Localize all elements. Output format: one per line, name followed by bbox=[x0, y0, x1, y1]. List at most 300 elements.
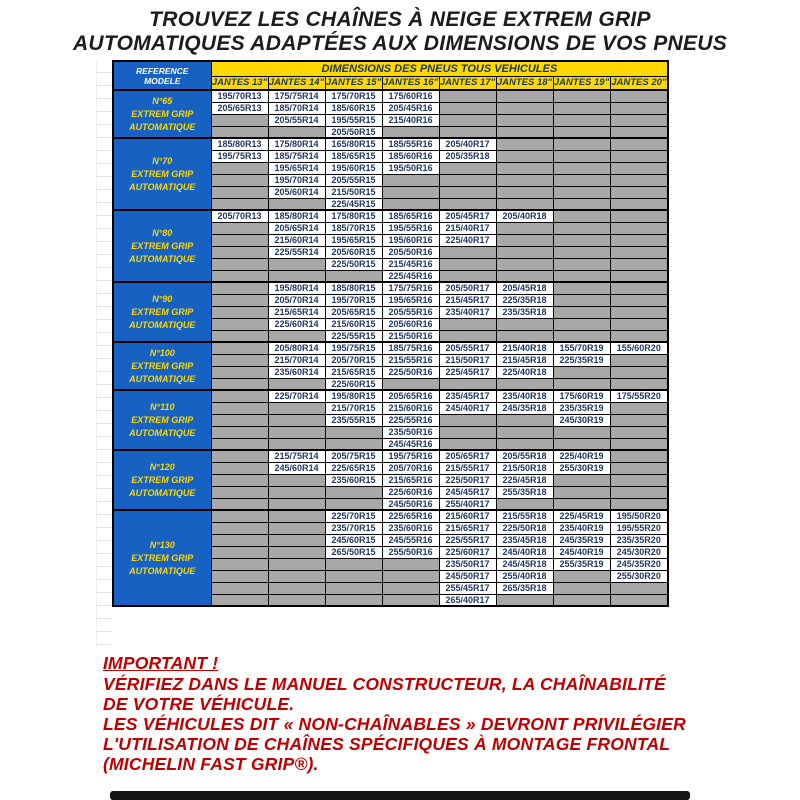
empty-cell bbox=[496, 318, 553, 330]
tire-size-cell: 225/55R17 bbox=[439, 534, 496, 546]
page-title-line-1: TROUVEZ LES CHAÎNES À NEIGE EXTREM GRIP bbox=[149, 8, 651, 31]
empty-cell bbox=[610, 150, 668, 162]
tire-size-cell: 245/45R18 bbox=[496, 558, 553, 570]
tire-size-cell: 255/30R20 bbox=[610, 570, 668, 582]
empty-cell bbox=[553, 270, 610, 282]
empty-cell bbox=[382, 378, 439, 390]
tire-size-cell: 205/50R17 bbox=[439, 282, 496, 294]
model-cell-N120 bbox=[113, 450, 211, 510]
tire-size-cell: 215/45R18 bbox=[496, 354, 553, 366]
empty-cell bbox=[211, 270, 268, 282]
tire-size-cell: 195/80R15 bbox=[325, 390, 382, 402]
tire-size-cell: 245/40R19 bbox=[553, 546, 610, 558]
tire-size-cell: 215/40R16 bbox=[382, 114, 439, 126]
tire-size-cell: 175/70R15 bbox=[325, 90, 382, 102]
empty-cell bbox=[268, 378, 325, 390]
empty-cell bbox=[268, 594, 325, 606]
model-cell-N90 bbox=[113, 282, 211, 342]
tire-size-cell: 225/50R18 bbox=[496, 522, 553, 534]
tire-size-cell: 205/70R15 bbox=[325, 354, 382, 366]
empty-cell bbox=[211, 354, 268, 366]
tire-size-cell: 215/55R17 bbox=[439, 462, 496, 474]
empty-cell bbox=[211, 570, 268, 582]
column-header-jantes-20: JANTES 20" bbox=[611, 77, 667, 89]
tire-size-cell: 235/60R14 bbox=[268, 366, 325, 378]
empty-cell bbox=[211, 174, 268, 186]
tire-size-cell: 205/40R17 bbox=[439, 138, 496, 150]
tire-size-cell: 195/55R15 bbox=[325, 114, 382, 126]
empty-cell bbox=[553, 294, 610, 306]
bottom-bar bbox=[110, 791, 690, 800]
tire-size-cell: 255/45R17 bbox=[439, 582, 496, 594]
tire-size-cell: 255/35R18 bbox=[496, 486, 553, 498]
model-subtitle: AUTOMATIQUE bbox=[129, 373, 196, 384]
empty-cell bbox=[610, 126, 668, 138]
empty-cell bbox=[325, 498, 382, 510]
empty-cell bbox=[211, 402, 268, 414]
model-subtitle: EXTREM GRIP bbox=[131, 168, 194, 179]
empty-cell bbox=[553, 438, 610, 450]
tire-size-cell: 205/55R15 bbox=[325, 174, 382, 186]
empty-cell bbox=[439, 198, 496, 210]
tire-size-cell: 205/65R15 bbox=[325, 306, 382, 318]
tire-size-cell: 185/60R15 bbox=[325, 102, 382, 114]
tire-size-cell: 175/80R14 bbox=[268, 138, 325, 150]
tire-size-cell: 215/45R16 bbox=[382, 258, 439, 270]
tire-size-cell: 205/60R16 bbox=[382, 318, 439, 330]
empty-cell bbox=[211, 594, 268, 606]
empty-cell bbox=[610, 198, 668, 210]
empty-cell bbox=[610, 174, 668, 186]
empty-cell bbox=[553, 486, 610, 498]
empty-cell bbox=[610, 474, 668, 486]
empty-cell bbox=[382, 558, 439, 570]
tire-size-cell: 255/40R17 bbox=[439, 498, 496, 510]
empty-cell bbox=[610, 186, 668, 198]
empty-cell bbox=[268, 258, 325, 270]
empty-cell bbox=[496, 222, 553, 234]
empty-cell bbox=[553, 90, 610, 102]
tire-size-cell: 255/40R18 bbox=[496, 570, 553, 582]
tire-size-cell: 225/70R15 bbox=[325, 510, 382, 522]
empty-cell bbox=[553, 258, 610, 270]
tire-size-cell: 195/65R14 bbox=[268, 162, 325, 174]
empty-cell bbox=[211, 318, 268, 330]
empty-cell bbox=[382, 186, 439, 198]
model-subtitle: AUTOMATIQUE bbox=[129, 181, 196, 192]
empty-cell bbox=[553, 210, 610, 222]
tire-size-cell: 205/45R17 bbox=[439, 210, 496, 222]
empty-cell bbox=[553, 366, 610, 378]
tire-size-cell: 205/55R16 bbox=[382, 306, 439, 318]
empty-cell bbox=[496, 162, 553, 174]
tire-size-cell: 225/40R18 bbox=[496, 366, 553, 378]
tire-size-cell: 185/80R15 bbox=[325, 282, 382, 294]
tire-size-cell: 215/70R15 bbox=[325, 402, 382, 414]
model-number: N°65 bbox=[152, 95, 173, 106]
tire-size-cell: 205/35R18 bbox=[439, 150, 496, 162]
tire-size-cell: 185/80R14 bbox=[268, 210, 325, 222]
footer-line-4: L'UTILISATION DE CHAÎNES SPÉCIFIQUES À MONTAGE FRONTAL bbox=[103, 734, 671, 754]
page-title bbox=[0, 8, 800, 56]
tire-size-cell: 195/65R16 bbox=[382, 294, 439, 306]
tire-size-cell: 235/40R18 bbox=[496, 390, 553, 402]
empty-cell bbox=[610, 438, 668, 450]
empty-cell bbox=[211, 378, 268, 390]
empty-cell bbox=[553, 582, 610, 594]
tire-size-cell: 205/60R14 bbox=[268, 186, 325, 198]
empty-cell bbox=[610, 414, 668, 426]
empty-cell bbox=[610, 306, 668, 318]
empty-cell bbox=[553, 330, 610, 342]
empty-cell bbox=[439, 174, 496, 186]
tire-size-cell: 185/75R14 bbox=[268, 150, 325, 162]
tire-size-cell: 155/70R19 bbox=[553, 342, 610, 354]
tire-size-cell: 215/55R18 bbox=[496, 510, 553, 522]
empty-cell bbox=[211, 534, 268, 546]
tire-size-cell: 225/55R15 bbox=[325, 330, 382, 342]
tire-size-cell: 205/55R17 bbox=[439, 342, 496, 354]
column-header-jantes-17: JANTES 17" bbox=[439, 77, 496, 89]
tire-size-cell: 235/50R16 bbox=[382, 426, 439, 438]
empty-cell bbox=[610, 378, 668, 390]
tire-size-cell: 245/40R17 bbox=[439, 402, 496, 414]
empty-cell bbox=[553, 306, 610, 318]
empty-cell bbox=[211, 198, 268, 210]
empty-cell bbox=[610, 102, 668, 114]
empty-cell bbox=[553, 570, 610, 582]
footer-line-2: DE VOTRE VÉHICULE. bbox=[103, 694, 295, 714]
empty-cell bbox=[553, 150, 610, 162]
empty-cell bbox=[325, 270, 382, 282]
header-row-main bbox=[113, 61, 668, 76]
empty-cell bbox=[211, 282, 268, 294]
empty-cell bbox=[610, 366, 668, 378]
empty-cell bbox=[553, 426, 610, 438]
empty-cell bbox=[610, 258, 668, 270]
empty-cell bbox=[211, 294, 268, 306]
empty-cell bbox=[553, 318, 610, 330]
empty-cell bbox=[211, 474, 268, 486]
tire-size-cell: 225/40R19 bbox=[553, 450, 610, 462]
empty-cell bbox=[211, 330, 268, 342]
empty-cell bbox=[439, 162, 496, 174]
empty-cell bbox=[553, 174, 610, 186]
corner-header bbox=[113, 61, 211, 90]
tire-size-cell: 255/30R19 bbox=[553, 462, 610, 474]
empty-cell bbox=[610, 282, 668, 294]
tire-size-cell: 245/45R16 bbox=[382, 438, 439, 450]
table-row bbox=[113, 210, 668, 222]
model-subtitle: EXTREM GRIP bbox=[131, 240, 194, 251]
empty-cell bbox=[553, 498, 610, 510]
tire-size-cell: 215/75R14 bbox=[268, 450, 325, 462]
model-cell-N100 bbox=[113, 342, 211, 390]
empty-cell bbox=[211, 162, 268, 174]
empty-cell bbox=[211, 414, 268, 426]
tire-size-cell: 225/50R16 bbox=[382, 366, 439, 378]
empty-cell bbox=[496, 90, 553, 102]
empty-cell bbox=[268, 498, 325, 510]
footer-warning bbox=[103, 653, 763, 774]
empty-cell bbox=[211, 462, 268, 474]
tire-size-cell: 205/45R18 bbox=[496, 282, 553, 294]
empty-cell bbox=[610, 582, 668, 594]
empty-cell bbox=[325, 594, 382, 606]
empty-cell bbox=[610, 486, 668, 498]
tire-size-cell: 225/45R17 bbox=[439, 366, 496, 378]
tire-size-cell: 225/65R15 bbox=[325, 462, 382, 474]
empty-cell bbox=[325, 486, 382, 498]
corner-header-line-2: MODELE bbox=[144, 75, 181, 86]
tire-size-cell: 165/80R15 bbox=[325, 138, 382, 150]
tire-size-cell: 195/65R15 bbox=[325, 234, 382, 246]
model-cell-N110 bbox=[113, 390, 211, 450]
tire-size-cell: 245/30R20 bbox=[610, 546, 668, 558]
tire-size-cell: 205/60R15 bbox=[325, 246, 382, 258]
empty-cell bbox=[553, 594, 610, 606]
empty-cell bbox=[268, 582, 325, 594]
tire-size-cell: 245/35R18 bbox=[496, 402, 553, 414]
tire-size-cell: 195/70R13 bbox=[211, 90, 268, 102]
tire-size-cell: 205/45R16 bbox=[382, 102, 439, 114]
tire-size-cell: 205/40R18 bbox=[496, 210, 553, 222]
footer-line-3: LES VÉHICULES DIT « NON-CHAÎNABLES » DEVRONT PRIVILÉGIER bbox=[103, 714, 686, 734]
tire-size-cell: 185/65R15 bbox=[325, 150, 382, 162]
tire-size-cell: 225/35R18 bbox=[496, 294, 553, 306]
tire-size-cell: 225/45R16 bbox=[382, 270, 439, 282]
corner-header-line-1: REFERENCE bbox=[136, 65, 189, 76]
tire-size-cell: 215/65R17 bbox=[439, 522, 496, 534]
tire-size-cell: 205/65R17 bbox=[439, 450, 496, 462]
empty-cell bbox=[553, 198, 610, 210]
empty-cell bbox=[211, 366, 268, 378]
column-header-jantes-13: JANTES 13" bbox=[211, 77, 268, 89]
tire-size-cell: 215/50R18 bbox=[496, 462, 553, 474]
empty-cell bbox=[268, 414, 325, 426]
empty-cell bbox=[610, 90, 668, 102]
tire-size-cell: 175/80R15 bbox=[325, 210, 382, 222]
tire-size-cell: 225/50R15 bbox=[325, 258, 382, 270]
model-number: N°130 bbox=[149, 539, 175, 550]
empty-cell bbox=[496, 378, 553, 390]
empty-cell bbox=[496, 198, 553, 210]
tire-size-cell: 225/60R16 bbox=[382, 486, 439, 498]
tire-size-cell: 245/35R19 bbox=[553, 534, 610, 546]
tire-size-cell: 195/55R20 bbox=[610, 522, 668, 534]
empty-cell bbox=[553, 138, 610, 150]
tire-size-cell: 235/50R17 bbox=[439, 558, 496, 570]
table-row bbox=[113, 450, 668, 462]
empty-cell bbox=[553, 474, 610, 486]
tire-size-cell: 215/65R14 bbox=[268, 306, 325, 318]
model-number: N°100 bbox=[149, 347, 175, 358]
empty-cell bbox=[211, 582, 268, 594]
empty-cell bbox=[439, 330, 496, 342]
tire-size-cell: 235/35R18 bbox=[496, 306, 553, 318]
empty-cell bbox=[496, 114, 553, 126]
model-number: N°110 bbox=[150, 401, 175, 412]
model-number: N°90 bbox=[152, 293, 173, 304]
empty-cell bbox=[211, 498, 268, 510]
tire-size-cell: 195/75R13 bbox=[211, 150, 268, 162]
empty-cell bbox=[211, 222, 268, 234]
empty-cell bbox=[496, 138, 553, 150]
empty-cell bbox=[496, 258, 553, 270]
model-subtitle: AUTOMATIQUE bbox=[129, 487, 196, 498]
tire-size-cell: 195/60R15 bbox=[325, 162, 382, 174]
tire-size-cell: 175/55R20 bbox=[610, 390, 668, 402]
empty-cell bbox=[496, 438, 553, 450]
model-cell-N130 bbox=[113, 510, 211, 606]
tire-size-cell: 215/60R17 bbox=[439, 510, 496, 522]
tire-size-cell: 205/65R13 bbox=[211, 102, 268, 114]
empty-cell bbox=[610, 426, 668, 438]
empty-cell bbox=[211, 114, 268, 126]
tire-size-cell: 245/55R16 bbox=[382, 534, 439, 546]
empty-cell bbox=[211, 126, 268, 138]
empty-cell bbox=[211, 450, 268, 462]
empty-cell bbox=[610, 330, 668, 342]
empty-cell bbox=[382, 126, 439, 138]
empty-cell bbox=[610, 246, 668, 258]
tire-size-cell: 195/80R14 bbox=[268, 282, 325, 294]
footer-line-5: (MICHELIN FAST GRIP®). bbox=[103, 754, 319, 774]
empty-cell bbox=[211, 186, 268, 198]
tire-size-cell: 195/55R16 bbox=[382, 222, 439, 234]
empty-cell bbox=[268, 438, 325, 450]
empty-cell bbox=[610, 138, 668, 150]
empty-cell bbox=[382, 198, 439, 210]
empty-cell bbox=[211, 558, 268, 570]
model-subtitle: AUTOMATIQUE bbox=[129, 565, 196, 576]
empty-cell bbox=[439, 90, 496, 102]
tire-size-cell: 205/70R14 bbox=[268, 294, 325, 306]
tire-size-cell: 225/45R19 bbox=[553, 510, 610, 522]
tire-size-cell: 195/50R16 bbox=[382, 162, 439, 174]
tire-size-cell: 215/70R14 bbox=[268, 354, 325, 366]
tire-size-cell: 225/40R17 bbox=[439, 234, 496, 246]
empty-cell bbox=[610, 354, 668, 366]
model-subtitle: EXTREM GRIP bbox=[131, 552, 194, 563]
tire-size-cell: 205/55R14 bbox=[268, 114, 325, 126]
model-number: N°70 bbox=[152, 155, 173, 166]
table-row bbox=[113, 282, 668, 294]
tire-size-cell: 245/35R20 bbox=[610, 558, 668, 570]
model-subtitle: EXTREM GRIP bbox=[131, 414, 194, 425]
empty-cell bbox=[610, 450, 668, 462]
tire-size-cell: 245/50R16 bbox=[382, 498, 439, 510]
empty-cell bbox=[439, 258, 496, 270]
tire-size-cell: 185/75R16 bbox=[382, 342, 439, 354]
empty-cell bbox=[610, 294, 668, 306]
empty-cell bbox=[382, 582, 439, 594]
empty-cell bbox=[439, 414, 496, 426]
empty-cell bbox=[610, 318, 668, 330]
empty-cell bbox=[268, 534, 325, 546]
tire-size-cell: 235/60R16 bbox=[382, 522, 439, 534]
empty-cell bbox=[553, 246, 610, 258]
empty-cell bbox=[553, 222, 610, 234]
dimensions-header: DIMENSIONS DES PNEUS TOUS VEHICULES bbox=[211, 61, 668, 76]
empty-cell bbox=[553, 282, 610, 294]
tire-size-cell: 245/60R15 bbox=[325, 534, 382, 546]
empty-cell bbox=[439, 102, 496, 114]
empty-cell bbox=[553, 102, 610, 114]
empty-cell bbox=[496, 234, 553, 246]
empty-cell bbox=[496, 270, 553, 282]
tire-size-cell: 185/65R16 bbox=[382, 210, 439, 222]
empty-cell bbox=[610, 114, 668, 126]
tire-size-cell: 175/75R14 bbox=[268, 90, 325, 102]
empty-cell bbox=[211, 546, 268, 558]
model-subtitle: EXTREM GRIP bbox=[131, 474, 194, 485]
tire-size-cell: 235/40R19 bbox=[553, 522, 610, 534]
tire-size-cell: 215/45R17 bbox=[439, 294, 496, 306]
tire-size-cell: 225/50R17 bbox=[439, 474, 496, 486]
footer-important-label: IMPORTANT ! bbox=[103, 653, 219, 673]
model-subtitle: AUTOMATIQUE bbox=[129, 253, 196, 264]
tire-size-cell: 225/55R14 bbox=[268, 246, 325, 258]
empty-cell bbox=[496, 102, 553, 114]
empty-cell bbox=[439, 438, 496, 450]
tire-size-cell: 235/45R17 bbox=[439, 390, 496, 402]
table-row bbox=[113, 390, 668, 402]
footer-line-1: VÉRIFIEZ DANS LE MANUEL CONSTRUCTEUR, LA CHAÎNABILITÉ bbox=[103, 674, 666, 694]
tire-size-cell: 195/60R16 bbox=[382, 234, 439, 246]
empty-cell bbox=[439, 426, 496, 438]
tire-size-cell: 195/75R15 bbox=[325, 342, 382, 354]
empty-cell bbox=[211, 342, 268, 354]
table-row bbox=[113, 138, 668, 150]
tire-size-cell: 265/40R17 bbox=[439, 594, 496, 606]
tire-size-cell: 225/45R18 bbox=[496, 474, 553, 486]
empty-cell bbox=[496, 498, 553, 510]
empty-cell bbox=[439, 126, 496, 138]
tire-size-cell: 205/50R16 bbox=[382, 246, 439, 258]
empty-cell bbox=[553, 126, 610, 138]
tire-size-cell: 225/45R15 bbox=[325, 198, 382, 210]
tire-size-cell: 225/65R16 bbox=[382, 510, 439, 522]
empty-cell bbox=[211, 438, 268, 450]
tire-size-cell: 235/60R15 bbox=[325, 474, 382, 486]
tire-size-cell: 185/55R16 bbox=[382, 138, 439, 150]
empty-cell bbox=[610, 594, 668, 606]
tire-size-cell: 215/50R16 bbox=[382, 330, 439, 342]
empty-cell bbox=[268, 198, 325, 210]
empty-cell bbox=[553, 234, 610, 246]
tire-size-cell: 215/65R15 bbox=[325, 366, 382, 378]
tire-size-cell: 235/70R15 bbox=[325, 522, 382, 534]
model-cell-N80 bbox=[113, 210, 211, 282]
tire-size-cell: 215/50R15 bbox=[325, 186, 382, 198]
empty-cell bbox=[211, 234, 268, 246]
tire-size-cell: 175/60R16 bbox=[382, 90, 439, 102]
tire-size-cell: 235/40R17 bbox=[439, 306, 496, 318]
tire-size-cell: 245/40R18 bbox=[496, 546, 553, 558]
empty-cell bbox=[325, 570, 382, 582]
column-header-jantes-16: JANTES 16" bbox=[382, 77, 439, 89]
empty-cell bbox=[439, 246, 496, 258]
empty-cell bbox=[553, 186, 610, 198]
empty-cell bbox=[610, 270, 668, 282]
tire-size-cell: 205/75R15 bbox=[325, 450, 382, 462]
empty-cell bbox=[268, 402, 325, 414]
empty-cell bbox=[496, 414, 553, 426]
tire-size-cell: 225/60R15 bbox=[325, 378, 382, 390]
table-row bbox=[113, 342, 668, 354]
empty-cell bbox=[439, 114, 496, 126]
